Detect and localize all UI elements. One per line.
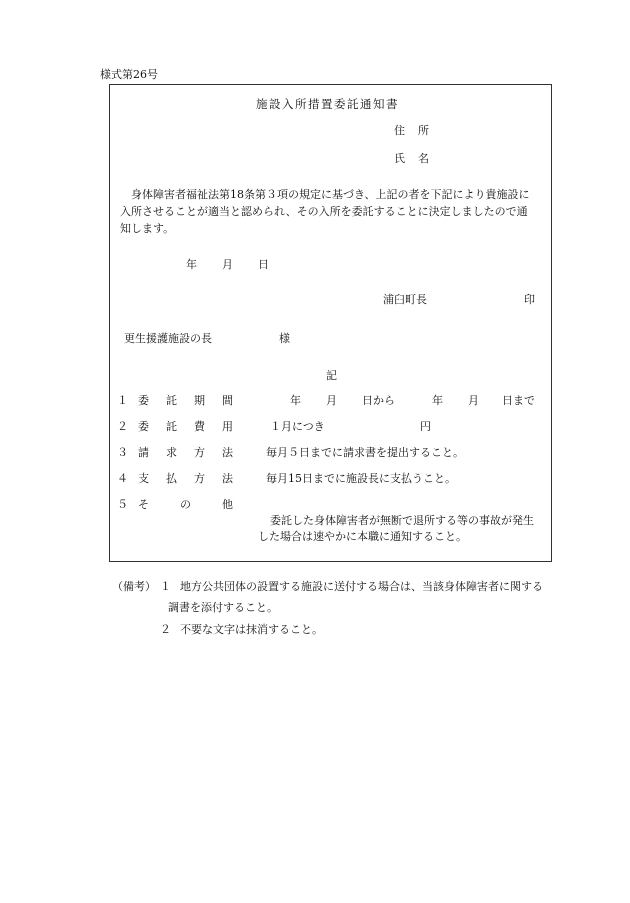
item-value: 年 <box>432 394 443 407</box>
item-value: 円 <box>420 420 431 433</box>
item-value: 月 <box>468 394 479 407</box>
remarks-number: ２ <box>160 623 171 636</box>
remarks-number: １ <box>160 580 171 593</box>
item-number: ２ <box>117 420 128 433</box>
item-label-char: 求 <box>166 446 177 459</box>
item-label-char: そ <box>138 498 149 511</box>
item-number: ４ <box>117 472 128 485</box>
item-value: 毎月５日までに請求書を提出すること。 <box>266 446 464 459</box>
item-label-char: 方 <box>194 446 205 459</box>
date-year: 年 <box>186 258 197 271</box>
ki-heading: 記 <box>326 369 337 382</box>
body-text-line-2: 入所させることが適当と認められ、その入所を委託することに決定しましたので通 <box>120 205 528 218</box>
item-value: 毎月15日までに施設長に支払うこと。 <box>266 472 456 485</box>
item-value: １月につき <box>270 420 325 433</box>
item-value: した場合は速やかに本職に通知すること。 <box>258 530 467 543</box>
addressee-facility: 更生援護施設の長 <box>124 332 212 345</box>
item-label-char: 期 <box>194 394 205 407</box>
item-number: ３ <box>117 446 128 459</box>
body-text-line-1: 身体障害者福祉法第18条第３項の規定に基づき、上記の者を下記により貴施設に <box>120 188 530 201</box>
item-label-char: 法 <box>222 472 233 485</box>
remarks-text: 地方公共団体の設置する施設に送付する場合は、当該身体障害者に関する <box>180 580 543 593</box>
item-label-char: 託 <box>166 394 177 407</box>
item-label-char: 委 <box>138 420 149 433</box>
notice-frame <box>109 84 552 562</box>
remarks-text: 調書を添付すること。 <box>168 601 278 614</box>
document-title: 施設入所措置委託通知書 <box>256 97 399 111</box>
item-label-char: 方 <box>194 472 205 485</box>
item-value: 日まで <box>502 394 535 407</box>
name-label: 氏 名 <box>394 152 430 165</box>
item-value: 日から <box>362 394 395 407</box>
item-number: １ <box>117 394 128 407</box>
form-number: 様式第26号 <box>100 68 158 81</box>
item-label-char: の <box>180 498 191 511</box>
item-value: 委託した身体障害者が無断で退所する等の事故が発生 <box>270 514 534 527</box>
item-label-char: 払 <box>166 472 177 485</box>
date-month: 月 <box>222 258 233 271</box>
date-day: 日 <box>258 258 269 271</box>
issuer-title: 浦臼町長 <box>383 293 427 306</box>
item-label-char: 支 <box>138 472 149 485</box>
seal-mark: 印 <box>524 293 535 306</box>
remarks-text: 不要な文字は抹消すること。 <box>180 623 323 636</box>
item-label-char: 託 <box>166 420 177 433</box>
item-label-char: 委 <box>138 394 149 407</box>
item-label-char: 間 <box>222 394 233 407</box>
item-value: 月 <box>326 394 337 407</box>
item-label-char: 費 <box>194 420 205 433</box>
body-text-line-3: 知します。 <box>120 222 175 235</box>
item-label-char: 法 <box>222 446 233 459</box>
item-label-char: 他 <box>222 498 233 511</box>
item-label-char: 請 <box>138 446 149 459</box>
item-number: ５ <box>117 498 128 511</box>
item-label-char: 用 <box>222 420 233 433</box>
address-label: 住 所 <box>394 124 430 137</box>
addressee-honorific: 様 <box>279 332 290 345</box>
item-value: 年 <box>290 394 301 407</box>
remarks-label: （備考） <box>112 580 156 593</box>
